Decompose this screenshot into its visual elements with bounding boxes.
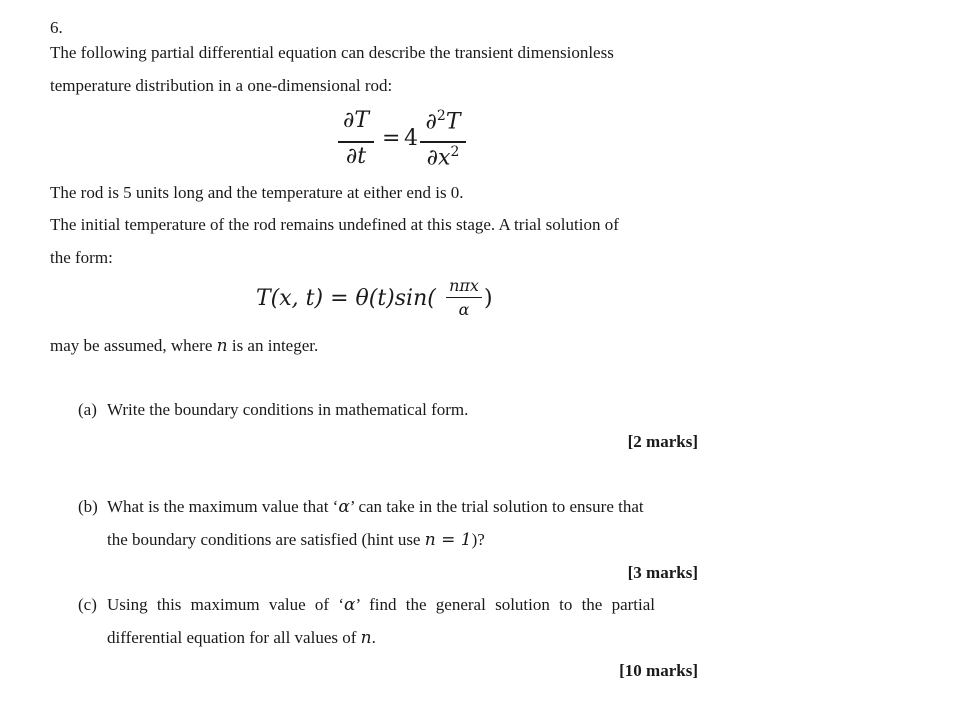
trial-solution-equation [256,276,506,324]
trial-fraction-bar [446,297,482,298]
question-number: 6. [50,18,63,37]
assume-var: n [216,336,228,356]
pde-lhs-bar [338,141,374,143]
trial-line-2: the form: [50,248,113,267]
intro-line-2: temperature distribution in a one-dimensional rod: [50,76,393,95]
part-c-line-1: Using this maximum value of ‘α’ find the general solution to the partial [107,595,656,615]
intro-line-1: The following partial differential equation can describe the transient dimensionless [50,43,614,62]
pde-coefficient: 4 [404,126,418,151]
part-c-line-2: differential equation for all values of n. [107,628,376,648]
part-b-line-1: What is the maximum value that ‘α’ can take in the trial solution to ensure that [107,497,644,517]
part-b-line-2: the boundary conditions are satisfied (hint use n = 1)? [107,530,485,550]
part-a-marks: [2 marks] [627,432,698,451]
part-b-marks: [3 marks] [627,563,698,582]
pde-rhs-denominator: $\partial x^2$ [426,144,460,171]
part-a-label: (a) [78,400,97,419]
trial-fraction-numerator: nπx [449,276,479,295]
part-c-label: (c) [78,595,97,614]
pde-lhs-numerator: ∂T [342,108,370,133]
trial-lhs: T(x, t) = θ(t)sin( [256,286,436,311]
pde-lhs-denominator: ∂t [345,144,367,169]
assume-line: may be assumed, where n is an integer. [50,336,319,356]
trial-fraction-denominator: α [458,300,470,319]
pde-equation [330,108,490,176]
part-a-text: Write the boundary conditions in mathematical form. [107,400,469,419]
pde-rhs-bar [420,141,466,143]
part-b-label: (b) [78,497,98,516]
trial-line-1: The initial temperature of the rod remains undefined at this stage. A trial solution of [50,215,619,234]
trial-close-paren: ) [484,286,493,311]
part-c-marks: [10 marks] [619,661,698,680]
pde-rhs-numerator: ∂$^2$T [425,108,461,135]
pde-equals: = [382,126,401,151]
rod-description: The rod is 5 units long and the temperature at either end is 0. [50,183,464,202]
